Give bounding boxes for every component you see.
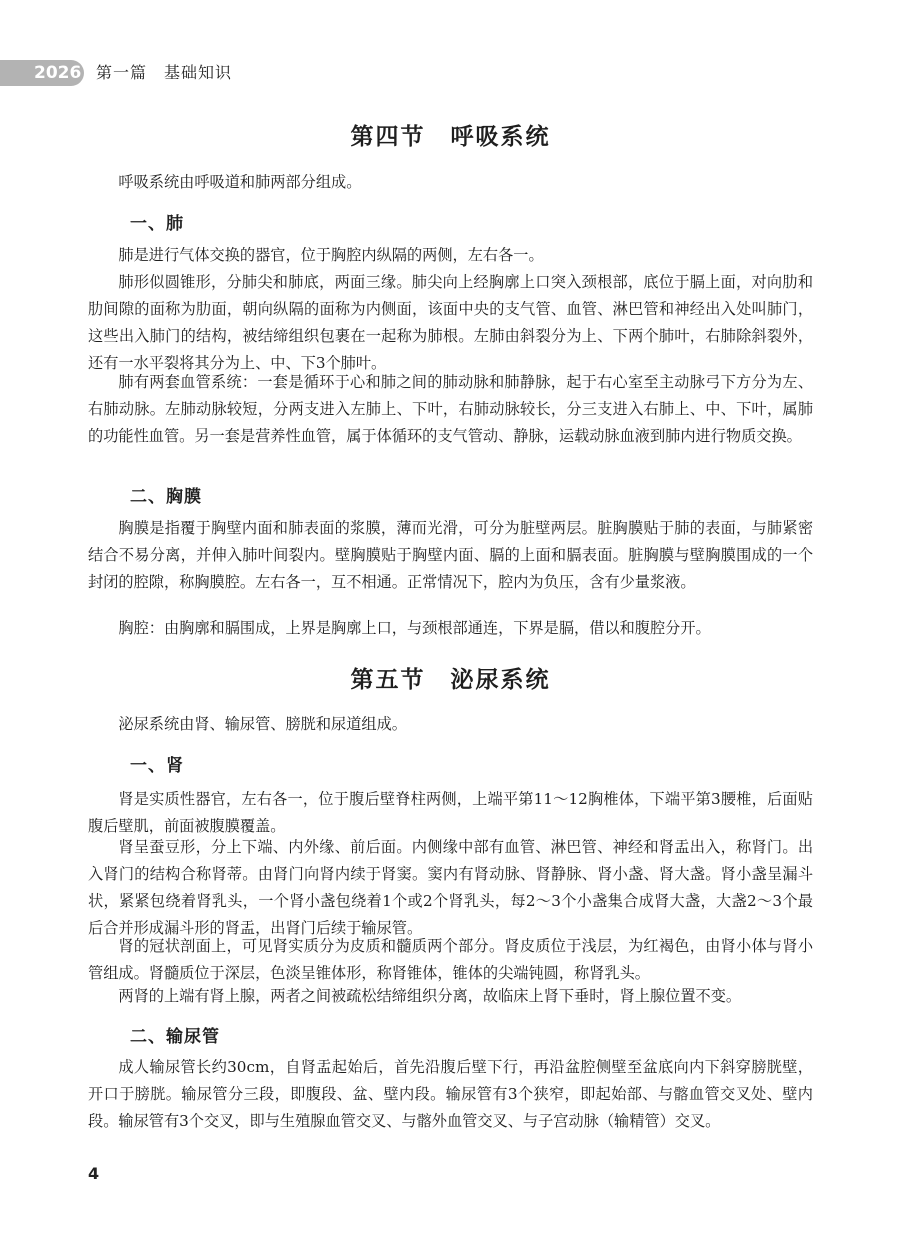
subheading-pleura: 二、胸膜 [130,487,202,507]
page-number: 4 [88,1164,100,1183]
paragraph-kidney-1: 肾是实质性器官，左右各一，位于腹后壁脊柱两侧，上端平第11～12胸椎体，下端平第3腰椎，后面贴腹后壁肌，前面被腹膜覆盖。 [88,790,813,835]
paragraph-kidney-3: 肾的冠状剖面上，可见肾实质分为皮质和髓质两个部分。肾皮质位于浅层，为红褐色，由肾小体与肾小管组成。肾髓质位于深层，色淡呈锥体形，称肾锥体，锥体的尖端钝圆，称肾乳头。 [88,937,813,982]
paragraph-kidney-4: 两肾的上端有肾上腺，两者之间被疏松结缔组织分离，故临床上肾下垂时，肾上腺位置不变。 [118,987,742,1005]
section-title-respiratory: 第四节 呼吸系统 [350,123,551,150]
paragraph-pleura-2: 胸腔：由胸廓和膈围成，上界是胸廓上口，与颈根部通连，下界是膈，借以和腹腔分开。 [118,619,711,637]
paragraph-lung-1: 肺是进行气体交换的器官，位于胸腔内纵隔的两侧，左右各一。 [118,246,544,264]
paragraph-ureter-1: 成人输尿管长约30cm，自肾盂起始后，首先沿腹后壁下行，再沿盆腔侧壁至盆底向内下斜穿膀胱壁，开口于膀胱。输尿管分三段，即腹段、盆、壁内段。输尿管有3个狭窄，即起始部、与髂血管交叉处、壁内段。输尿管有3个交叉，即与生殖腺血管交叉、与髂外血管交叉、与子宫动脉（输精管）交叉。 [88,1058,813,1130]
header-title: 第一篇 基础知识 [96,63,233,82]
subheading-lung: 一、肺 [130,214,184,234]
section-intro-urinary: 泌尿系统由肾、输尿管、膀胱和尿道组成。 [118,715,407,733]
header-year: 2026 [34,63,82,83]
paragraph-lung-2: 肺形似圆锥形，分肺尖和肺底，两面三缘。肺尖向上经胸廓上口突入颈根部，底位于膈上面，对向肋和肋间隙的面称为肋面，朝向纵隔的面称为内侧面，该面中央的支气管、血管、淋巴管和神经出入处叫肺门，这些出入肺门的结构，被结缔组织包裹在一起称为肺根。左肺由斜裂分为上、下两个肺叶，右肺除斜裂外，还有一水平裂将其分为上、中、下3个肺叶。 [88,273,813,372]
paragraph-lung-3: 肺有两套血管系统：一套是循环于心和肺之间的肺动脉和肺静脉，起于右心室至主动脉弓下方分为左、右肺动脉。左肺动脉较短，分两支进入左肺上、下叶，右肺动脉较长，分三支进入右肺上、中、下叶，属肺的功能性血管。另一套是营养性血管，属于体循环的支气管动、静脉，运载动脉血液到肺内进行物质交换。 [88,373,813,445]
paragraph-pleura-1: 胸膜是指覆于胸壁内面和肺表面的浆膜，薄而光滑，可分为脏壁两层。脏胸膜贴于肺的表面，与肺紧密结合不易分离，并伸入肺叶间裂内。壁胸膜贴于胸壁内面、膈的上面和膈表面。脏胸膜与壁胸膜围成的一个封闭的腔隙，称胸膜腔。左右各一，互不相通。正常情况下，腔内为负压，含有少量浆液。 [88,519,813,591]
subheading-ureter: 二、输尿管 [130,1027,220,1047]
section-intro-respiratory: 呼吸系统由呼吸道和肺两部分组成。 [118,173,362,191]
section-title-urinary: 第五节 泌尿系统 [350,666,551,693]
subheading-kidney: 一、肾 [130,756,184,776]
paragraph-kidney-2: 肾呈蚕豆形，分上下端、内外缘、前后面。内侧缘中部有血管、淋巴管、神经和肾盂出入，称肾门。出入肾门的结构合称肾蒂。由肾门向肾内续于肾窦。窦内有肾动脉、肾静脉、肾小盏、肾大盏。肾小盏呈漏斗状，紧紧包绕着肾乳头，一个肾小盏包绕着1个或2个肾乳头，每2～3个小盏集合成肾大盏，大盏2～3个最后合并形成漏斗形的肾盂，出肾门后续于输尿管。 [88,838,813,937]
